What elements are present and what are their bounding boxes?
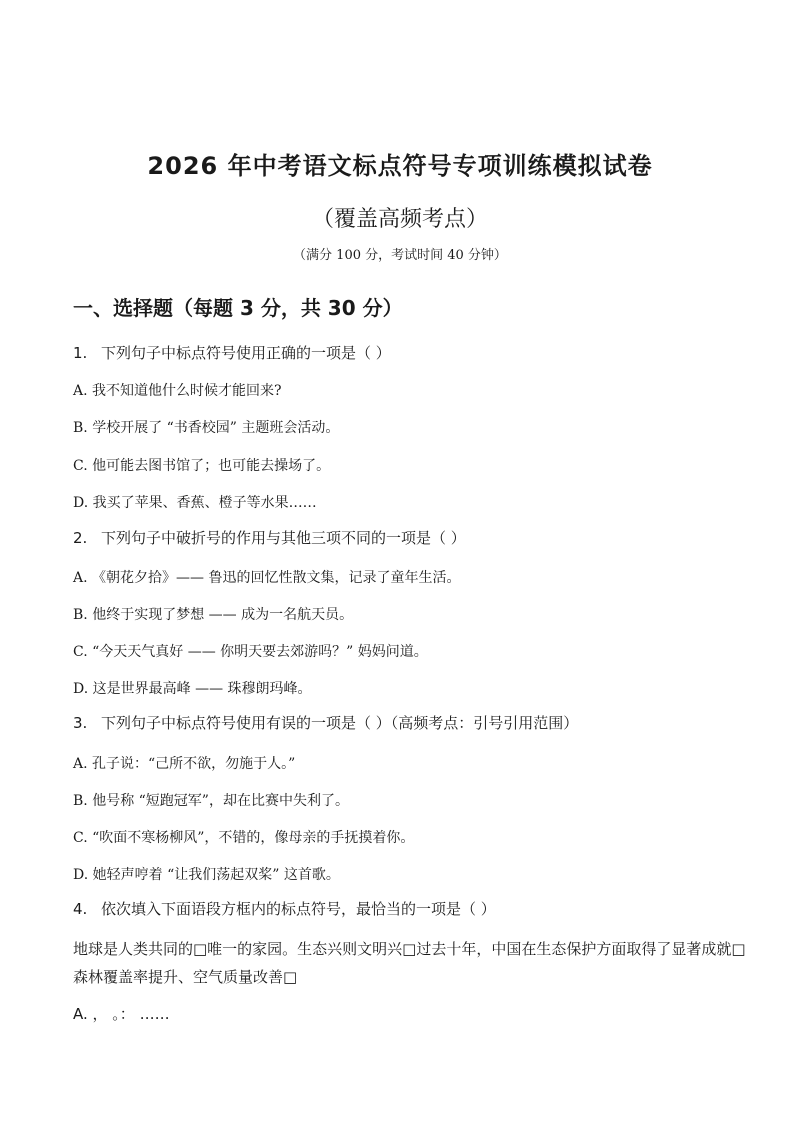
question-3-option-a: A. 孔子说：“己所不欲，勿施于人。” (73, 756, 296, 772)
question-number: 4. (73, 900, 88, 918)
question-text: 依次填入下面语段方框内的标点符号，最恰当的一项是（ ） (101, 900, 496, 918)
question-4-option-a: A. ， 。： …… (73, 1005, 170, 1023)
question-4-stem (73, 898, 496, 919)
exam-title: 2026 年中考语文标点符号专项训练模拟试卷 (147, 152, 653, 180)
score-time-note: （满分 100 分，考试时间 40 分钟） (293, 248, 507, 263)
question-2-stem (73, 527, 466, 548)
question-3-option-d: D. 她轻声哼着 “让我们荡起双桨” 这首歌。 (73, 867, 340, 883)
question-1-option-b: B. 学校开展了 “书香校园” 主题班会活动。 (73, 420, 340, 436)
question-2-option-b: B. 他终于实现了梦想 —— 成为一名航天员。 (73, 607, 354, 623)
question-1-option-c: C. 他可能去图书馆了；也可能去操场了。 (73, 458, 331, 474)
question-1-option-d: D. 我买了苹果、香蕉、橙子等水果…… (73, 495, 317, 511)
question-2-option-a: A. 《朝花夕拾》—— 鲁迅的回忆性散文集，记录了童年生活。 (73, 570, 461, 586)
question-1-stem (73, 342, 391, 363)
question-3-option-c: C. “吹面不寒杨柳风”，不错的，像母亲的手抚摸着你。 (73, 830, 415, 846)
question-number: 1. (73, 344, 88, 362)
section-heading: 一、选择题（每题 3 分，共 30 分） (73, 296, 403, 320)
question-3-option-b: B. 他号称 “短跑冠军”，却在比赛中失利了。 (73, 793, 349, 809)
question-number: 2. (73, 529, 88, 547)
question-3-stem (73, 712, 578, 733)
question-number: 3. (73, 714, 88, 732)
question-4-passage-line-1: 地球是人类共同的□唯一的家园。生态兴则文明兴□过去十年，中国在生态保护方面取得了显著成就□ (73, 940, 746, 958)
question-text: 下列句子中标点符号使用正确的一项是（ ） (101, 344, 391, 362)
question-text: 下列句子中破折号的作用与其他三项不同的一项是（ ） (101, 529, 466, 547)
exam-subtitle: （覆盖高频考点） (311, 207, 488, 232)
question-2-option-d: D. 这是世界最高峰 —— 珠穆朗玛峰。 (73, 681, 312, 697)
question-2-option-c: C. “今天天气真好 —— 你明天要去郊游吗？” 妈妈问道。 (73, 644, 428, 660)
question-text: 下列句子中标点符号使用有误的一项是（ ）（高频考点：引号引用范围） (101, 714, 579, 732)
question-1-option-a: A. 我不知道他什么时候才能回来? (73, 383, 282, 399)
question-4-passage-line-2: 森林覆盖率提升、空气质量改善□ (73, 968, 298, 986)
